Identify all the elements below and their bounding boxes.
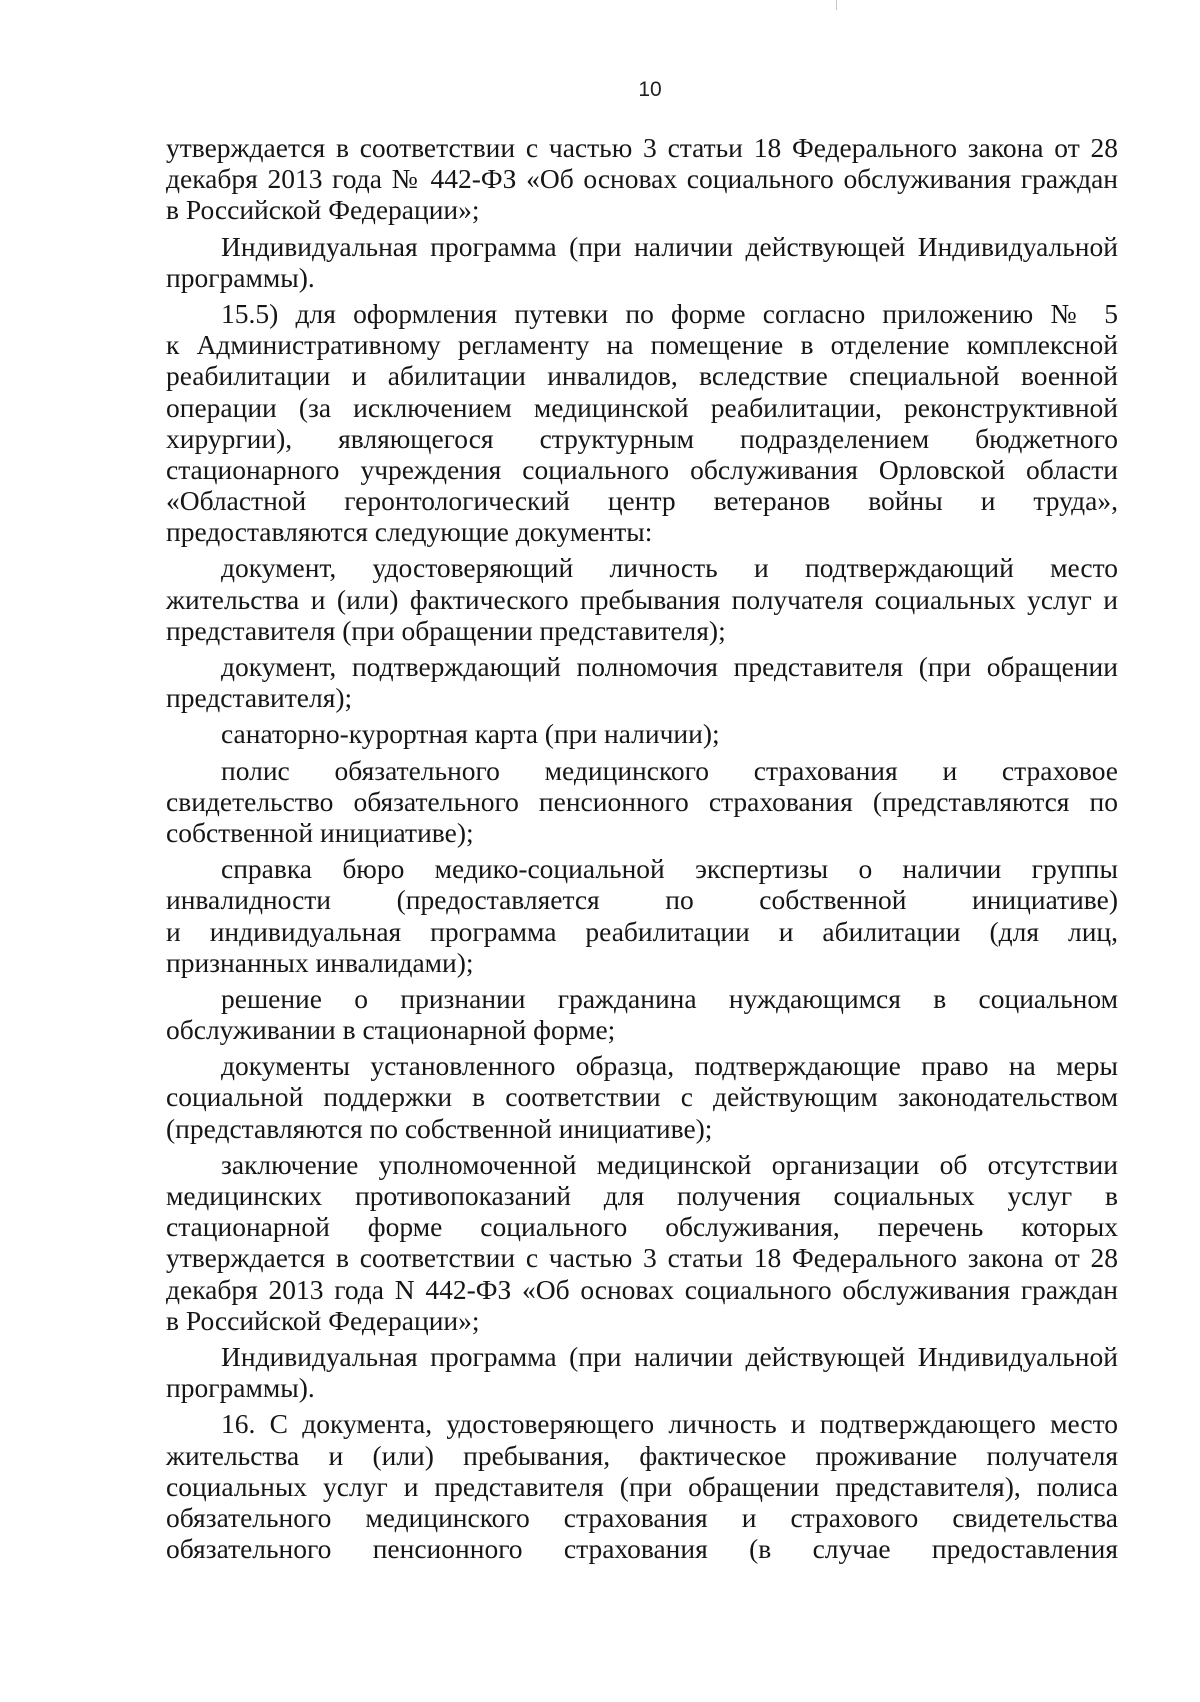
document-body	[166, 132, 1118, 1564]
text-line: социальной поддержки в соответствии с действующим законодательством	[166, 1081, 1118, 1113]
text-line: программы).	[166, 1372, 315, 1404]
list-item-recognition-decision: решение о признании гражданина нуждающимся в социальном	[221, 982, 1118, 1014]
list-item-disability-certificate: справка бюро медико-социальной экспертизы о наличии группы	[221, 853, 1118, 885]
text-line: собственной инициативе);	[166, 816, 474, 848]
text-line: утверждается в соответствии с частью 3 статьи 18 Федерального закона от 28	[166, 1242, 1118, 1274]
text-line: в Российской Федерации»;	[166, 1304, 480, 1336]
list-item-support-documents: документы установленного образца, подтверждающие право на меры	[221, 1050, 1118, 1082]
text-line: жительства и (или) пребывания, фактическое проживание получателя	[166, 1439, 1118, 1471]
text-line: и индивидуальная программа реабилитации и абилитации (для лиц,	[166, 915, 1118, 947]
text-line: в Российской Федерации»;	[166, 194, 480, 226]
text-line: обязательного медицинского страхования и страхового свидетельства	[166, 1501, 1118, 1533]
text-line: представителя (при обращении представителя);	[166, 614, 726, 646]
text-line: признанных инвалидами);	[166, 946, 474, 978]
text-line: социальных услуг и представителя (при обращении представителя), полиса	[166, 1470, 1118, 1502]
list-item-medical-conclusion: заключение уполномоченной медицинской организации об отсутствии	[221, 1148, 1118, 1180]
list-item-insurance-policy: полис обязательного медицинского страхования и страховое	[221, 754, 1118, 786]
text-line: утверждается в соответствии с частью 3 статьи 18 Федерального закона от 28	[166, 132, 1118, 163]
text-line: «Областной геронтологический центр ветеранов войны и труда»,	[166, 485, 1118, 517]
text-line: представителя);	[166, 682, 353, 714]
list-item-identity-document: документ, удостоверяющий личность и подтверждающий место	[221, 552, 1118, 584]
list-item-individual-program: Индивидуальная программа (при наличии действующей Индивидуальной	[221, 1340, 1118, 1372]
text-line: к Административному регламенту на помещение в отделение комплексной	[166, 329, 1118, 361]
text-line: операции (за исключением медицинской реабилитации, реконструктивной	[166, 391, 1118, 423]
page-number: 10	[638, 78, 662, 101]
paragraph-first-line: Индивидуальная программа (при наличии действующей Индивидуальной	[221, 230, 1118, 262]
text-line: реабилитации и абилитации инвалидов, вследствие специальной военной	[166, 360, 1118, 392]
text-line: хирургии), являющегося структурным подразделением бюджетного	[166, 422, 1118, 454]
text-line: обязательного пенсионного страхования (в случае предоставления	[166, 1533, 1118, 1565]
clause-15-5-heading: 15.5) для оформления путевки по форме согласно приложению № 5	[221, 297, 1118, 329]
text-line: предоставляются следующие документы:	[166, 516, 653, 548]
text-line: (представляются по собственной инициативе);	[166, 1112, 713, 1144]
text-line: жительства и (или) фактического пребывания получателя социальных услуг и	[166, 583, 1118, 615]
text-line: программы).	[166, 261, 315, 293]
scan-artifact-mark	[836, 0, 837, 10]
list-item-authority-document: документ, подтверждающий полномочия представителя (при обращении	[221, 651, 1118, 682]
text-line: инвалидности (предоставляется по собственной инициативе)	[166, 884, 1118, 916]
text-line: стационарного учреждения социального обслуживания Орловской области	[166, 453, 1118, 485]
text-line: декабря 2013 года № 442-ФЗ «Об основах социального обслуживания граждан	[166, 163, 1118, 195]
text-line: обслуживании в стационарной форме;	[166, 1014, 616, 1046]
text-line: свидетельство обязательного пенсионного страхования (представляются по	[166, 785, 1118, 817]
clause-16-heading: 16. С документа, удостоверяющего личность и подтверждающего место	[221, 1408, 1118, 1440]
text-line: декабря 2013 года N 442-ФЗ «Об основах социального обслуживания граждан	[166, 1273, 1118, 1305]
text-line: стационарной форме социального обслуживания, перечень которых	[166, 1211, 1118, 1243]
text-line: медицинских противопоказаний для получения социальных услуг в	[166, 1180, 1118, 1211]
list-item-sanatorium-card: санаторно-курортная карта (при наличии);	[221, 718, 720, 750]
